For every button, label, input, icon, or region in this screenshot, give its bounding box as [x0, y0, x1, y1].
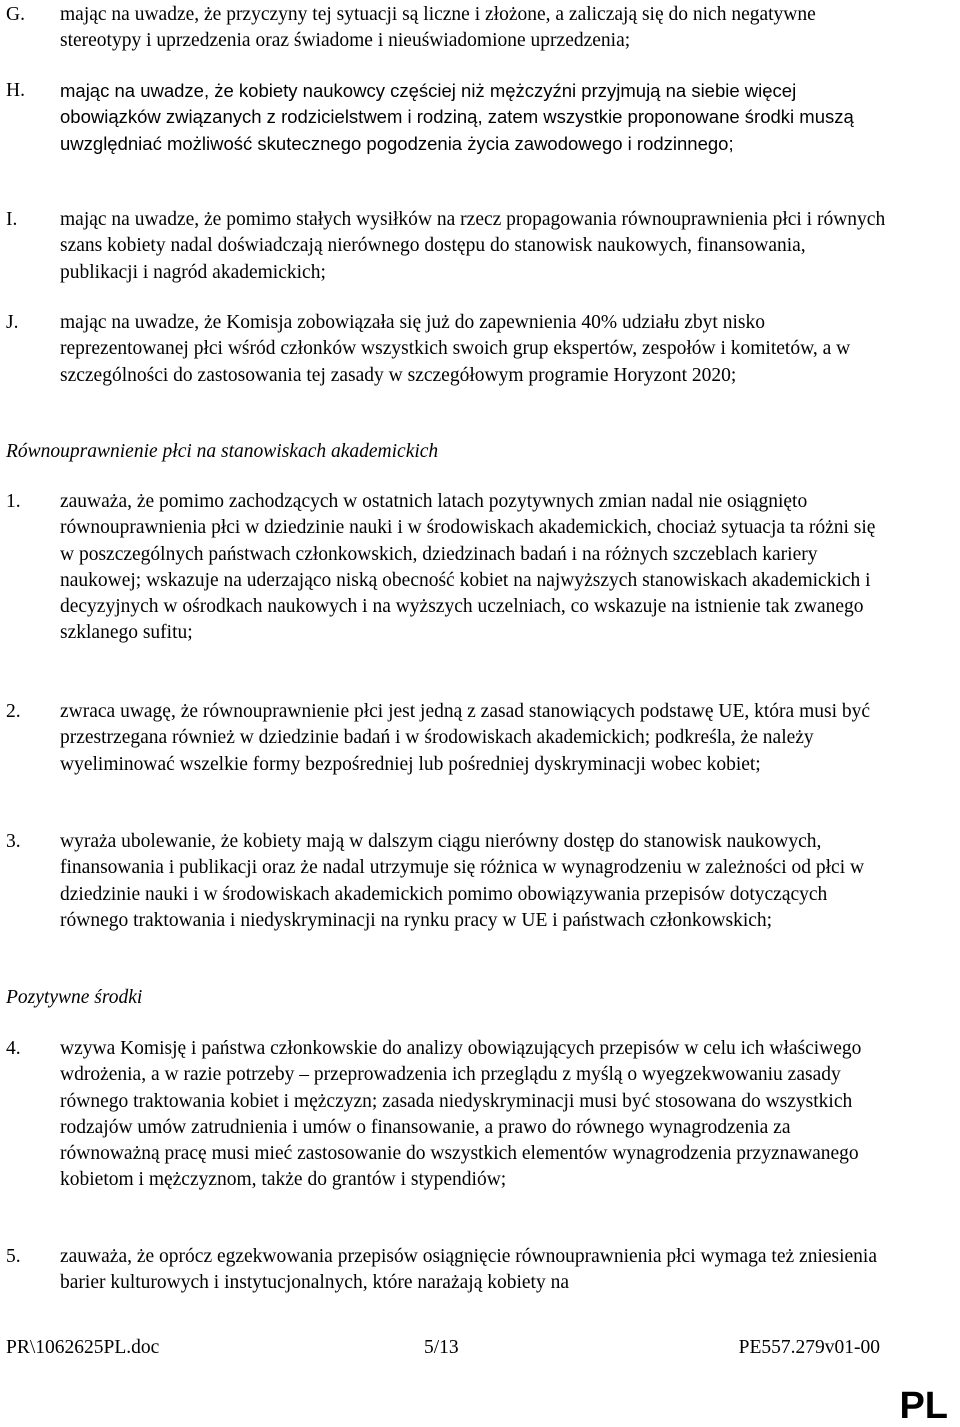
recital-text: mając na uwadze, że pomimo stałych wysiłków na rzecz propagowania równouprawnienia płci i równych szans kobiety nadal doświadczają nierównego dostępu do stanowisk naukowych, finansowania, publikacji i nagród akademickich;	[60, 209, 886, 283]
paragraph-4	[6, 1036, 886, 1194]
recital-i	[6, 207, 886, 286]
language-code: PL	[899, 1385, 948, 1427]
paragraph-number: 5.	[6, 1246, 21, 1267]
paragraph-text: wzywa Komisję i państwa członkowskie do analizy obowiązujących przepisów w celu ich właściwego wdrożenia, a w razie potrzeby – przeprowadzenia ich przeglądu z myślą o wyegzekwowaniu zasady równego traktowania kobiet i mężczyzn; zasada niedyskryminacji musi być stosowana do wszystkich rodzajów umów zatrudnienia i umów o finansowanie, a prawo do równego wynagrodzenia za równoważną pracę musi mieć zastosowanie do wszystkich elementów wynagrodzenia przyznawanego kobietom i mężczyznom, także do grantów i stypendiów;	[60, 1038, 862, 1191]
section-heading-positive-measures: Pozytywne środki	[6, 987, 143, 1008]
pe-reference: PE557.279v01-00	[738, 1337, 880, 1358]
paragraph-2	[6, 699, 886, 778]
paragraph-text: wyraża ubolewanie, że kobiety mają w dalszym ciągu nierówny dostęp do stanowisk naukowych, finansowania i publikacji oraz że nadal utrzymuje się różnica w wynagrodzeniu w zależności od płci w dziedzinie nauki i w środowiskach akademickich pomimo obowiązywania przepisów dotyczących równego traktowania i niedyskryminacji na rynku pracy w UE i państwach członkowskich;	[60, 831, 865, 931]
paragraph-5	[6, 1244, 886, 1297]
recital-marker: G.	[6, 4, 25, 25]
recital-h	[6, 78, 886, 157]
paragraph-1	[6, 489, 886, 647]
paragraph-text: zwraca uwagę, że równouprawnienie płci jest jedną z zasad stanowiących podstawę UE, która musi być przestrzegana również w dziedzinie badań i w środowiskach akademickich; podkreśla, że należy wyeliminować wszelkie formy bezpośredniej lub pośredniej dyskryminacji wobec kobiet;	[60, 701, 871, 775]
paragraph-number: 2.	[6, 701, 21, 722]
paragraph-number: 4.	[6, 1038, 21, 1059]
paragraph-text: zauważa, że oprócz egzekwowania przepisów osiągnięcie równouprawnienia płci wymaga też zniesienia barier kulturowych i instytucjonalnych, które narażają kobiety na	[60, 1246, 878, 1294]
recital-text: mając na uwadze, że Komisja zobowiązała się już do zapewnienia 40% udziału zbyt nisko reprezentowanej płci wśród członków wszystkich swoich grup ekspertów, zespołów i komitetów, a w szczególności do zastosowania tej zasady w szczegółowym programie Horyzont 2020;	[60, 312, 851, 386]
recital-text: mając na uwadze, że przyczyny tej sytuacji są liczne i złożone, a zaliczają się do nich negatywne stereotypy i uprzedzenia oraz świadome i nieuświadomione uprzedzenia;	[60, 4, 816, 52]
page-number: 5/13	[424, 1337, 459, 1358]
recital-j	[6, 310, 886, 389]
recital-marker: H.	[6, 80, 25, 101]
recital-text: mając na uwadze, że kobiety naukowcy częściej niż mężczyźni przyjmują na siebie więcej obowiązków związanych z rodzicielstwem i rodziną, zatem wszystkie proponowane środki muszą uwzględniać możliwość skutecznego pogodzenia życia zawodowego i rodzinnego;	[60, 80, 854, 154]
paragraph-3	[6, 829, 886, 934]
paragraph-number: 1.	[6, 491, 21, 512]
recital-marker: I.	[6, 209, 18, 230]
section-heading-gender-equality: Równouprawnienie płci na stanowiskach akademickich	[6, 441, 439, 462]
paragraph-number: 3.	[6, 831, 21, 852]
document-reference: PR\1062625PL.doc	[6, 1337, 160, 1358]
recital-g	[6, 2, 886, 55]
page-footer	[6, 1335, 880, 1361]
recital-marker: J.	[6, 312, 19, 333]
paragraph-text: zauważa, że pomimo zachodzących w ostatnich latach pozytywnych zmian nadal nie osiągnięto równouprawnienia płci w dziedzinie nauki i w środowiskach akademickich, chociaż sytuacja ta różni się w poszczególnych państwach członkowskich, dziedzinach badań i na różnych szczeblach kariery naukowej; wskazuje na uderzająco niską obecność kobiet na najwyższych stanowiskach akademickich i decyzyjnych w ośrodkach naukowych i na wyższych uczelniach, co wskazuje na istnienie tak zwanego szklanego sufitu;	[60, 491, 876, 644]
